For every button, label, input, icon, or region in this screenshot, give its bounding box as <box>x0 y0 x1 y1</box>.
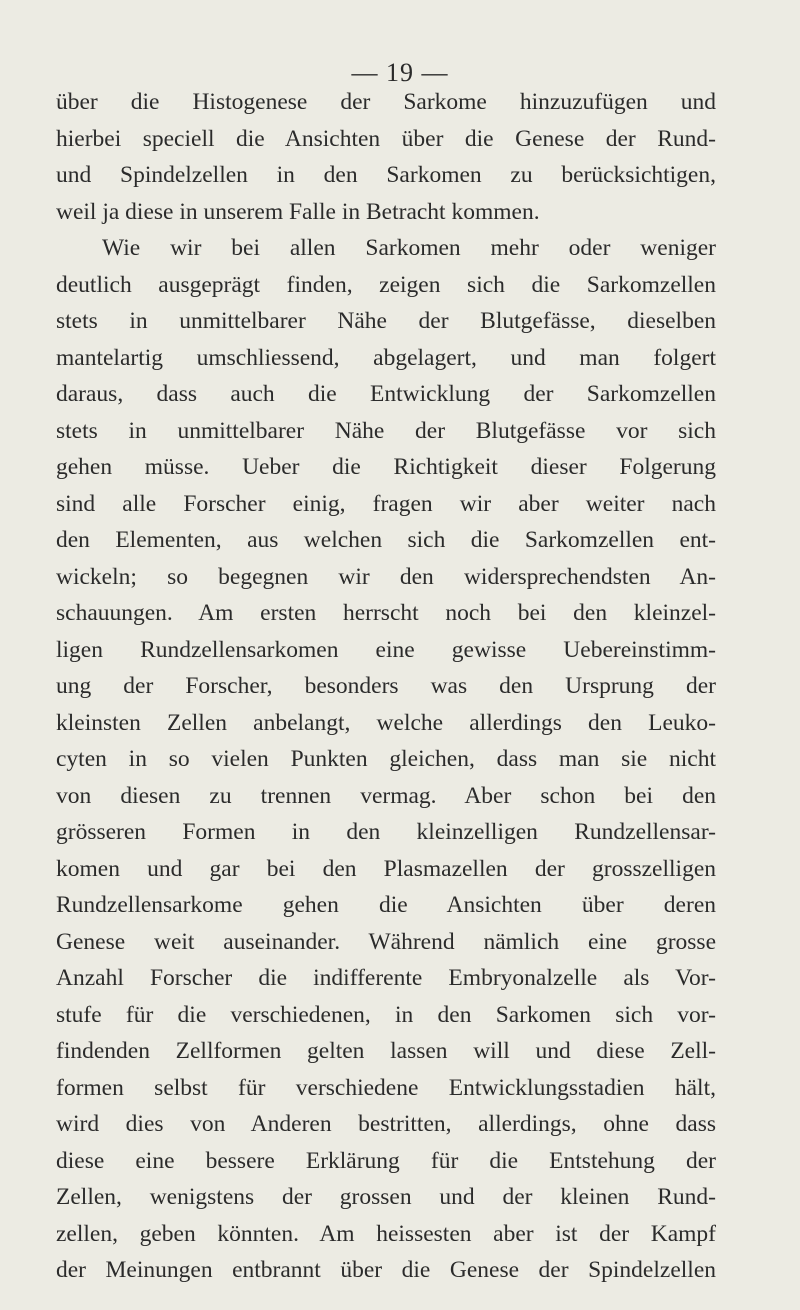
text-line: stets in unmittelbarer Nähe der Blutgefässe, dieselben <box>56 308 716 334</box>
text-line: von diesen zu trennen vermag. Aber schon bei den <box>56 782 716 809</box>
text-line: wird dies von Anderen bestritten, allerdings, ohne dass <box>56 1111 716 1137</box>
text-line: wickeln; so begegnen wir den widersprechendsten An- <box>56 563 716 590</box>
text-line: Anzahl Forscher die indifferente Embryonalzelle als Vor- <box>56 965 716 991</box>
body-text <box>56 84 716 1289</box>
text-line: zellen, geben könnten. Am heissesten aber ist der Kampf <box>56 1220 716 1247</box>
text-line: der Meinungen entbrannt über die Genese der Spindelzellen <box>56 1257 716 1283</box>
text-line: mantelartig umschliessend, abgelagert, und man folgert <box>56 344 716 371</box>
text-line: Zellen, wenigstens der grossen und der kleinen Rund- <box>56 1184 716 1210</box>
text-line: stufe für die verschiedenen, in den Sarkomen sich vor- <box>56 1001 716 1028</box>
text-line: hierbei speciell die Ansichten über die Genese der Rund- <box>56 125 716 152</box>
text-line: deutlich ausgeprägt finden, zeigen sich die Sarkomzellen <box>56 271 716 298</box>
text-line: ung der Forscher, besonders was den Ursprung der <box>56 673 716 699</box>
text-line: kleinsten Zellen anbelangt, welche allerdings den Leuko- <box>56 709 716 736</box>
text-line: grösseren Formen in den kleinzelligen Rundzellensar- <box>56 819 716 845</box>
text-line: und Spindelzellen in den Sarkomen zu berücksichtigen, <box>56 162 716 188</box>
text-line: gehen müsse. Ueber die Richtigkeit dieser Folgerung <box>56 454 716 480</box>
text-line: den Elementen, aus welchen sich die Sarkomzellen ent- <box>56 527 716 553</box>
text-line: findenden Zellformen gelten lassen will und diese Zell- <box>56 1038 716 1064</box>
page-number: — 19 — <box>351 58 449 87</box>
paragraph-start-line: Wie wir bei allen Sarkomen mehr oder weniger <box>102 235 716 261</box>
text-line: stets in unmittelbarer Nähe der Blutgefässe vor sich <box>56 417 716 444</box>
text-line: schauungen. Am ersten herrscht noch bei den kleinzel- <box>56 600 716 626</box>
text-line: formen selbst für verschiedene Entwicklungsstadien hält, <box>56 1074 716 1101</box>
text-line: sind alle Forscher einig, fragen wir aber weiter nach <box>56 490 716 517</box>
text-line: diese eine bessere Erklärung für die Entstehung der <box>56 1147 716 1174</box>
text-line: daraus, dass auch die Entwicklung der Sarkomzellen <box>56 381 716 407</box>
text-line: cyten in so vielen Punkten gleichen, dass man sie nicht <box>56 746 716 772</box>
text-line: über die Histogenese der Sarkome hinzuzufügen und <box>56 89 716 115</box>
text-line: Genese weit auseinander. Während nämlich eine grosse <box>56 928 716 955</box>
text-line: komen und gar bei den Plasmazellen der grosszelligen <box>56 855 716 882</box>
text-line: Rundzellensarkome gehen die Ansichten über deren <box>56 892 716 918</box>
text-line: ligen Rundzellensarkomen eine gewisse Uebereinstimm- <box>56 636 716 663</box>
text-line: weil ja diese in unserem Falle in Betracht kommen. <box>56 198 540 225</box>
